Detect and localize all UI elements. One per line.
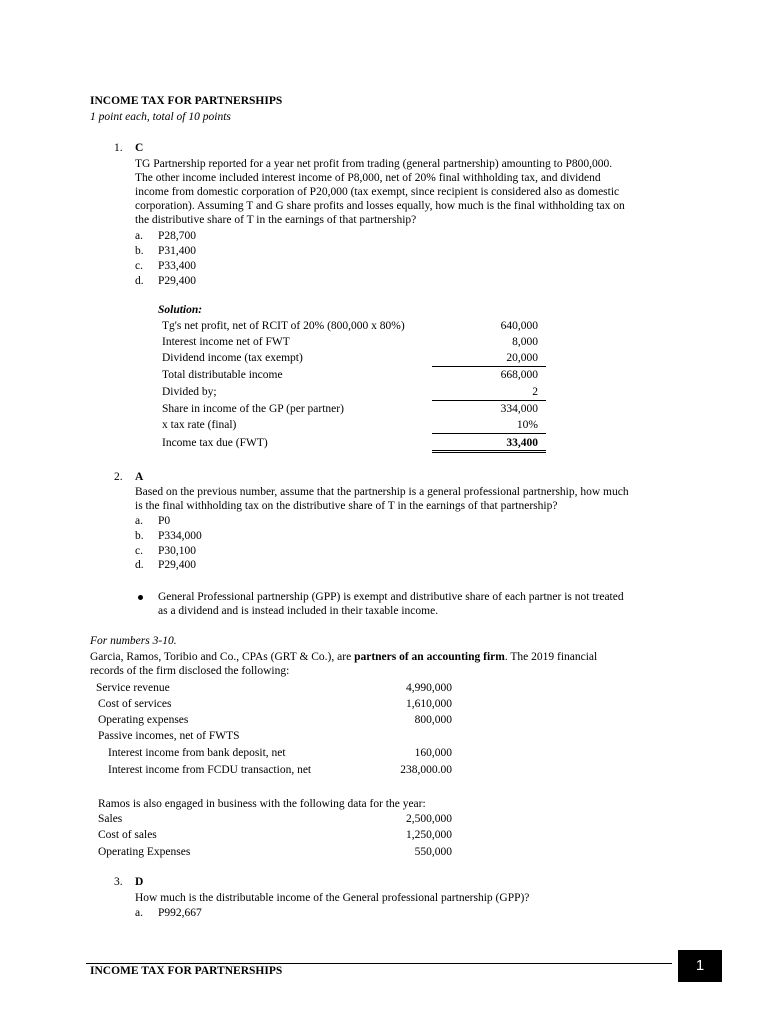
data-row-value: 1,610,000 [406,698,452,710]
solution-row-label: Interest income net of FWT [162,336,290,348]
solution-row-label: Total distributable income [162,369,283,381]
ramos-line: Ramos is also engaged in business with the following data for the year: [98,798,426,810]
q1-text-line: TG Partnership reported for a year net profit from trading (general partnership) amounting to P800,000. [135,158,613,170]
ramos-row-value: 1,250,000 [406,829,452,841]
q1-choice-text: P33,400 [158,260,197,272]
q2-number: 2. [114,471,123,483]
q1-text-line: income from domestic corporation of P20,000 (tax exempt, since recipient is considered also as domestic [135,186,620,198]
q2-choice-text: P30,100 [158,545,197,557]
solution-row-label: Dividend income (tax exempt) [162,352,303,364]
q1-number: 1. [114,142,123,154]
data-row-value: 4,990,000 [406,682,452,694]
q2-choice-letter: d. [135,559,144,571]
data-row-label: Cost of services [98,698,172,710]
data-row-value: 160,000 [414,747,452,759]
solution-row-label: Tg's net profit, net of RCIT of 20% (800,000 x 80%) [162,320,405,332]
data-row-label: Interest income from FCDU transaction, net [108,764,312,776]
q3-answer: D [135,876,144,888]
ramos-row-label: Cost of sales [98,829,157,841]
solution-row-value: 8,000 [512,336,538,348]
intro-label: For numbers 3-10. [90,635,177,647]
data-row-label: Operating expenses [98,714,189,726]
solution-row-value: 640,000 [500,320,538,332]
data-row-value: 800,000 [414,714,452,726]
q3-number: 3. [114,876,123,888]
q3-text-line: How much is the distributable income of the General professional partnership (GPP)? [135,892,530,904]
q1-text-line: the distributive share of T in the earnings of that partnership? [135,214,417,226]
intro-line: records of the firm disclosed the following: [90,665,290,677]
q2-note-line: General Professional partnership (GPP) is exempt and distributive share of each partner is not treated [158,591,624,603]
q2-text-line: Based on the previous number, assume that the partnership is a general professional partnership, how much [135,486,629,498]
solution-row-label: x tax rate (final) [162,419,237,431]
footer-title: INCOME TAX FOR PARTNERSHIPS [90,965,283,977]
q1-choice-letter: d. [135,275,144,287]
q2-choice-letter: b. [135,530,144,542]
q2-choice-letter: a. [135,515,143,527]
data-row-value: 238,000.00 [400,764,452,776]
q2-answer: A [135,471,144,483]
q1-choice-letter: b. [135,245,144,257]
q1-choice-text: P31,400 [158,245,197,257]
q1-answer: C [135,142,144,154]
data-row-label: Passive incomes, net of FWTS [98,730,240,742]
q1-choice-letter: a. [135,230,143,242]
q2-note-line: as a dividend and is instead included in their taxable income. [158,605,439,617]
q2-choice-letter: c. [135,545,143,557]
q2-choice-text: P334,000 [158,530,202,542]
q2-choice-text: P0 [158,515,171,527]
solution-label: Solution: [158,304,203,316]
bullet-icon [138,595,143,600]
data-row-label: Interest income from bank deposit, net [108,747,286,759]
ramos-row-label: Sales [98,813,123,825]
document-subtitle: 1 point each, total of 10 points [90,111,231,123]
solution-total-value: 33,400 [506,437,538,449]
solution-underline [432,433,546,434]
document-title: INCOME TAX FOR PARTNERSHIPS [90,95,283,107]
page-number: 1 [678,950,722,982]
q1-choice-text: P29,400 [158,275,197,287]
ramos-row-value: 550,000 [414,846,452,858]
intro-line: Garcia, Ramos, Toribio and Co., CPAs (GRT & Co.), are partners of an accounting firm. The 2019 financial [90,651,598,663]
solution-row-label: Share in income of the GP (per partner) [162,403,344,415]
q2-choice-text: P29,400 [158,559,197,571]
solution-row-value: 10% [516,419,538,431]
q1-text-line: corporation). Assuming T and G share profits and losses equally, how much is the final withholding tax on [135,200,625,212]
ramos-row-value: 2,500,000 [406,813,452,825]
q3-choice-letter: a. [135,907,143,919]
ramos-row-label: Operating Expenses [98,846,191,858]
q2-text-line: is the final withholding tax on the distributive share of T in the earnings of that partnership? [135,500,558,512]
solution-row-value: 20,000 [506,352,538,364]
solution-row-value: 2 [532,386,538,398]
solution-row-value: 334,000 [500,403,538,415]
q1-text-line: The other income included interest income of P8,000, net of 20% final withholding tax, and dividend [135,172,601,184]
solution-double-underline [432,450,546,453]
solution-row-label: Divided by; [162,386,217,398]
solution-row-value: 668,000 [500,369,538,381]
q1-choice-text: P28,700 [158,230,197,242]
data-row-label: Service revenue [96,682,170,694]
q1-choice-letter: c. [135,260,143,272]
q3-choice-text: P992,667 [158,907,202,919]
solution-row-label: Income tax due (FWT) [162,437,268,449]
